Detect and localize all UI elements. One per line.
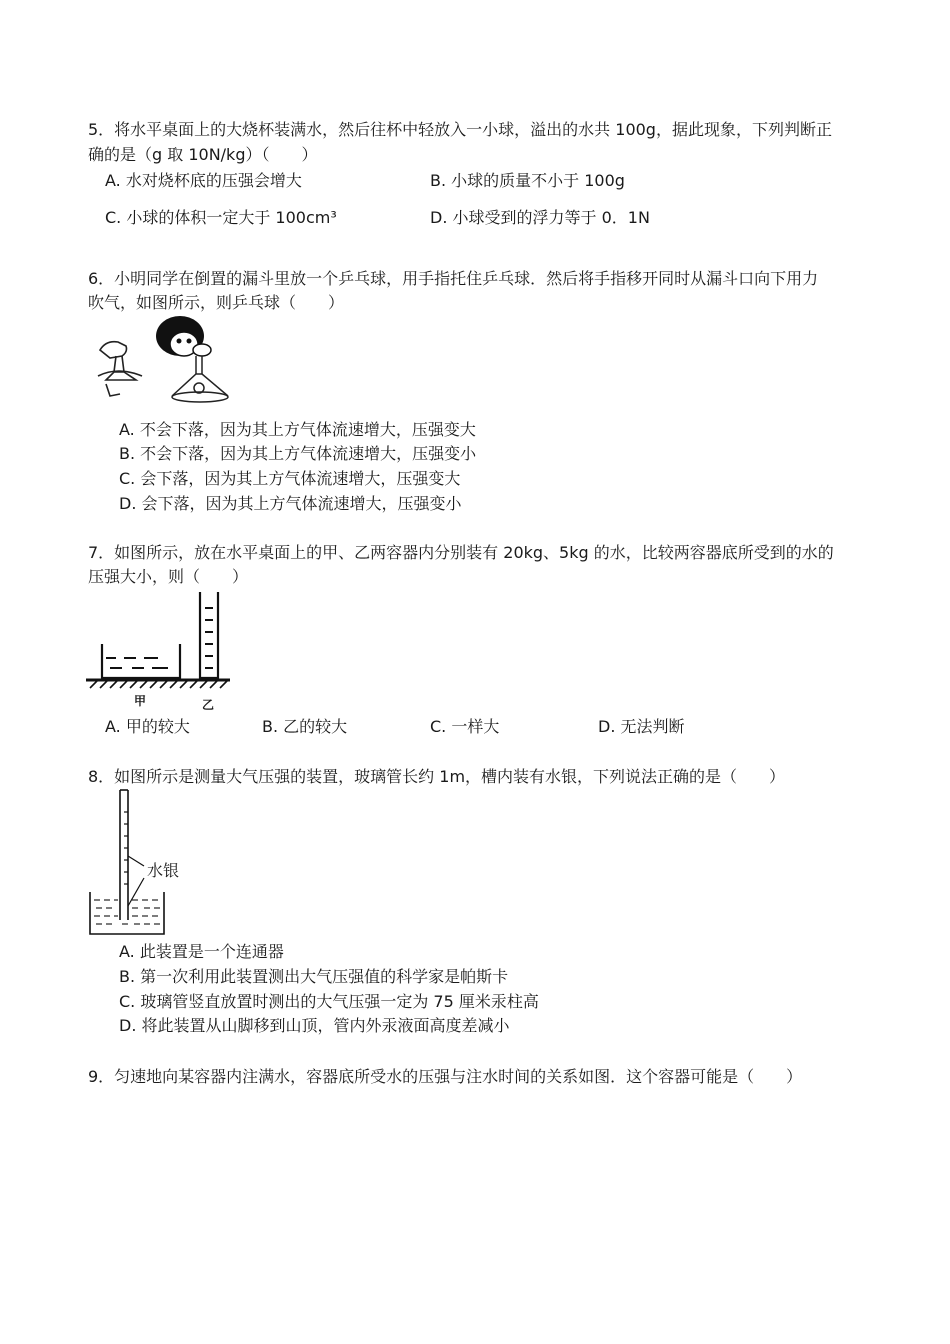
q5-stem-line2: 确的是（g 取 10N/kg）（ ） xyxy=(88,145,318,164)
q5-option-b[interactable]: B. 小球的质量不小于 100g xyxy=(430,171,625,190)
q7-option-a[interactable]: A. 甲的较大 xyxy=(105,717,190,736)
q8-stem-line1: 8．如图所示是测量大气压强的装置，玻璃管长约 1m，槽内装有水银，下列说法正确的是（ ） xyxy=(88,767,786,786)
q9-stem-line1: 9．匀速地向某容器内注满水，容器底所受水的压强与注水时间的关系如图．这个容器可能是（ ） xyxy=(88,1067,803,1086)
q7-stem-line1: 7．如图所示，放在水平桌面上的甲、乙两容器内分别装有 20kg、5kg 的水，比较两容器底所受到的水的 xyxy=(88,543,834,562)
q7-stem-line2: 压强大小，则（ ） xyxy=(88,567,249,586)
q8-option-c[interactable]: C. 玻璃管竖直放置时测出的大气压强一定为 75 厘米汞柱高 xyxy=(119,992,539,1011)
q5-stem-line1: 5．将水平桌面上的大烧杯装满水，然后往杯中轻放入一小球，溢出的水共 100g，据此现象，下列判断正 xyxy=(88,120,832,139)
q6-stem-line2: 吹气，如图所示，则乒乓球（ ） xyxy=(88,293,345,312)
q7-option-c[interactable]: C. 一样大 xyxy=(430,717,500,736)
q7-label-jia: 甲 xyxy=(134,694,147,708)
q6-stem-line1: 6．小明同学在倒置的漏斗里放一个乒乓球，用手指托住乒乓球．然后将手指移开同时从漏斗口向下用力 xyxy=(88,269,819,288)
q7-containers-figure xyxy=(86,588,236,694)
q7-option-d[interactable]: D. 无法判断 xyxy=(598,717,685,736)
q6-funnel-figure xyxy=(88,314,238,406)
q5-option-a[interactable]: A. 水对烧杯底的压强会增大 xyxy=(105,171,302,190)
q8-option-b[interactable]: B. 第一次利用此装置测出大气压强值的科学家是帕斯卡 xyxy=(119,967,509,986)
q5-option-d[interactable]: D. 小球受到的浮力等于 0．1N xyxy=(430,208,650,227)
q8-mercury-label: 水银 xyxy=(147,861,180,880)
q8-option-d[interactable]: D. 将此装置从山脚移到山顶，管内外汞液面高度差减小 xyxy=(119,1016,510,1035)
q6-option-b[interactable]: B. 不会下落，因为其上方气体流速增大，压强变小 xyxy=(119,444,477,463)
q5-option-c[interactable]: C. 小球的体积一定大于 100cm³ xyxy=(105,208,337,227)
q7-option-b[interactable]: B. 乙的较大 xyxy=(262,717,348,736)
q6-option-c[interactable]: C. 会下落，因为其上方气体流速增大，压强变大 xyxy=(119,469,461,488)
q6-option-a[interactable]: A. 不会下落，因为其上方气体流速增大，压强变大 xyxy=(119,420,476,439)
q8-option-a[interactable]: A. 此装置是一个连通器 xyxy=(119,942,284,961)
q7-label-yi: 乙 xyxy=(202,698,215,712)
q6-option-d[interactable]: D. 会下落，因为其上方气体流速增大，压强变小 xyxy=(119,494,462,513)
